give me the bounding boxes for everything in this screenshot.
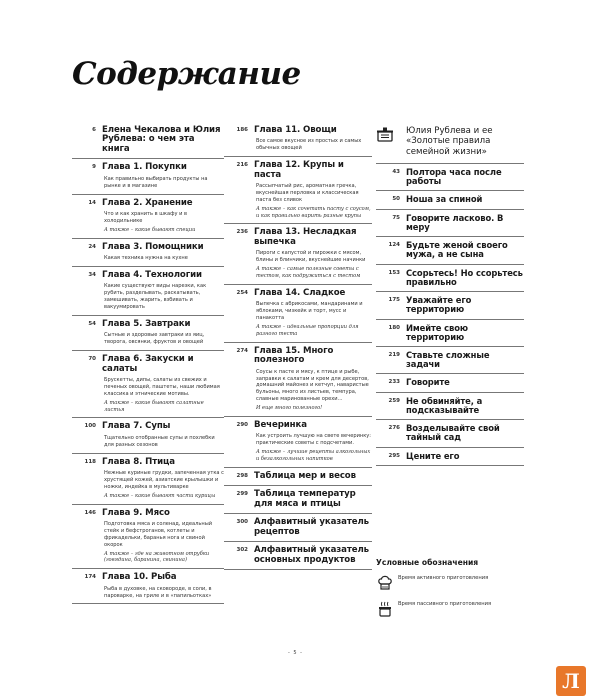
rules-list bbox=[376, 168, 524, 466]
toc-entry bbox=[376, 168, 524, 186]
toc-entry bbox=[376, 378, 524, 387]
page-ref: 233 bbox=[388, 379, 400, 386]
entry-description: Брускетты, дипы, салаты из свежих и печеных овощей, паштеты, наши любимая классика и этнические мотивы. bbox=[104, 377, 220, 397]
entry-heading: Глава 10. Рыба bbox=[102, 572, 177, 583]
entry-description: Соусы к пасте и мясу, к птице и рыбе, заправки к салатам и крем для десертов, домашний майонез и кетчуп, наваристые бульоны, много из листьев, темпура, славные маринованные орехи... bbox=[256, 368, 369, 403]
entry-description: Какая техника нужна на кухне bbox=[104, 255, 188, 262]
page-ref: 299 bbox=[236, 491, 248, 498]
page-ref: 175 bbox=[388, 297, 400, 304]
toc-entry bbox=[376, 351, 524, 369]
divider bbox=[72, 453, 224, 454]
divider bbox=[224, 485, 372, 486]
page-ref: 186 bbox=[236, 127, 248, 133]
divider bbox=[224, 223, 372, 224]
entry-heading: Цените его bbox=[406, 450, 460, 461]
divider bbox=[224, 156, 372, 157]
page-ref: 180 bbox=[388, 324, 400, 331]
toc-entry bbox=[224, 518, 372, 537]
toc-entry bbox=[72, 243, 224, 262]
entry-heading: Глава 1. Покупки bbox=[102, 162, 187, 173]
divider bbox=[72, 504, 224, 505]
page-ref: 75 bbox=[392, 214, 400, 221]
toc-entry bbox=[72, 509, 224, 565]
toc-entry bbox=[224, 490, 372, 509]
divider bbox=[376, 392, 524, 393]
toc-entry bbox=[376, 269, 524, 287]
entry-heading: Глава 3. Помощники bbox=[102, 241, 204, 252]
toc-column-2 bbox=[224, 126, 372, 574]
page-ref: 24 bbox=[88, 243, 96, 250]
divider bbox=[376, 447, 524, 448]
page-ref: 216 bbox=[236, 162, 248, 169]
entry-heading: Таблица температур для мяса и птицы bbox=[254, 489, 356, 509]
entry-heading: Алфавитный указатель рецептов bbox=[254, 517, 369, 537]
entry-heading: Глава 5. Завтраки bbox=[102, 318, 191, 329]
entry-note: А также – какие бывают специи bbox=[104, 226, 196, 233]
entry-description: Пироги с капустой и пирожки с мясом, блины и блинчики, вкуснейшие начинки bbox=[256, 250, 366, 264]
page-ref: 34 bbox=[88, 271, 96, 278]
toc-entry bbox=[224, 161, 372, 219]
page-ref: 174 bbox=[84, 574, 96, 581]
toc-entry bbox=[224, 126, 372, 152]
entry-note: А также – какие бывают салатные листья bbox=[104, 399, 204, 413]
legend-item-active bbox=[376, 575, 526, 593]
entry-description: Как правильно выбирать продукты на рынке и в магазине bbox=[104, 175, 208, 189]
divider bbox=[224, 416, 372, 417]
toc-entry bbox=[72, 163, 224, 189]
page-ref: 259 bbox=[388, 397, 400, 404]
toc-entry bbox=[72, 320, 224, 346]
toc-entry bbox=[72, 422, 224, 448]
entry-heading: Глава 9. Мясо bbox=[102, 507, 170, 518]
entry-description: Выпечка с абрикосами, мандаринами и яблоками, чизкейк и торт, мусс и панакотта bbox=[256, 301, 363, 322]
entry-description: Рассыпчатый рис, ароматная гречка, вкуснейшая перловка и классическая паста без сливок bbox=[256, 183, 359, 203]
entry-description: Рыба в духовке, на сковороде, в соли, в пароварке, на гриле и в «папильотках» bbox=[104, 585, 212, 599]
toc-entry bbox=[376, 296, 524, 314]
page-ref: 298 bbox=[236, 472, 248, 479]
divider bbox=[376, 209, 524, 210]
toc-entry bbox=[72, 199, 224, 234]
entry-heading: Не обвиняйте, а подсказывайте bbox=[406, 395, 483, 415]
toc-entry bbox=[376, 324, 524, 342]
toc-entry bbox=[224, 289, 372, 338]
chef-hat-icon bbox=[378, 575, 392, 591]
entry-heading: Уважайте его территорию bbox=[406, 295, 472, 315]
divider bbox=[376, 264, 524, 265]
legend-item-passive bbox=[376, 601, 526, 619]
author-title: Юлия Рублева и ее «Золотые правила семейной жизни» bbox=[406, 126, 493, 157]
divider bbox=[72, 568, 224, 569]
page-ref: 300 bbox=[236, 519, 248, 526]
divider bbox=[72, 315, 224, 316]
entry-heading: Глава 2. Хранение bbox=[102, 197, 193, 208]
entry-heading: Глава 8. Птица bbox=[102, 456, 175, 467]
entry-note: И еще много полезного! bbox=[256, 405, 323, 411]
page-ref: 276 bbox=[388, 425, 400, 432]
author-section-header bbox=[376, 126, 524, 157]
divider bbox=[376, 291, 524, 292]
entry-description: Что и как хранить в шкафу и в холодильнике bbox=[104, 211, 188, 224]
entry-heading: Ставьте сложные задачи bbox=[406, 349, 490, 370]
toc-entry bbox=[376, 195, 524, 204]
page-ref: 9 bbox=[92, 164, 96, 171]
page-ref: 124 bbox=[388, 242, 400, 249]
divider bbox=[376, 373, 524, 374]
page-ref: 100 bbox=[84, 423, 96, 430]
legend bbox=[376, 558, 526, 627]
toc-entry bbox=[224, 228, 372, 279]
entry-heading: Таблица мер и весов bbox=[254, 470, 356, 481]
entry-description: Все самое вкусное из простых и самых обычных овощей bbox=[256, 138, 362, 152]
divider bbox=[72, 603, 224, 604]
divider bbox=[376, 419, 524, 420]
divider bbox=[224, 284, 372, 285]
entry-note: А также – лучшие рецепты алкогольных и безалкогольных напитков bbox=[256, 449, 371, 462]
entry-heading: Ноша за спиной bbox=[406, 194, 483, 205]
divider bbox=[224, 513, 372, 514]
divider bbox=[224, 342, 372, 343]
toc-entry bbox=[224, 472, 372, 481]
entry-description: Как устроить лучшую на свете вечеринку: практические советы с подсчетами. bbox=[256, 433, 372, 447]
page-ref: 118 bbox=[84, 458, 96, 465]
entry-heading: Глава 11. Овощи bbox=[254, 125, 337, 135]
toc-entry bbox=[376, 214, 524, 232]
entry-heading: Глава 12. Крупы и паста bbox=[254, 160, 344, 180]
divider bbox=[376, 465, 524, 466]
page-ref: 54 bbox=[88, 320, 96, 327]
entry-heading: Полтора часа после работы bbox=[406, 166, 502, 187]
publisher-logo bbox=[556, 666, 586, 696]
entry-heading: Говорите ласково. В меру bbox=[406, 212, 504, 232]
page-ref: 219 bbox=[388, 351, 400, 358]
page-ref: 153 bbox=[388, 269, 400, 276]
page-ref: 43 bbox=[392, 168, 400, 175]
divider bbox=[72, 266, 224, 267]
pot-icon bbox=[378, 601, 392, 617]
entry-heading: Ссорьтесь! Но ссорьтесь правильно bbox=[406, 267, 523, 287]
page-number: - 5 - bbox=[288, 650, 303, 656]
page-ref: 14 bbox=[88, 199, 96, 206]
entry-note: А также – идеальные пропорции для разного теста bbox=[256, 323, 359, 337]
page-ref: 6 bbox=[92, 127, 96, 133]
toc-entry bbox=[376, 397, 524, 415]
divider bbox=[224, 467, 372, 468]
divider bbox=[376, 190, 524, 191]
page-ref: 295 bbox=[388, 452, 400, 459]
toc-entry bbox=[72, 126, 224, 154]
toc-entry bbox=[376, 424, 524, 442]
entry-heading: Глава 14. Сладкое bbox=[254, 287, 346, 298]
entry-note: А также – как сочетать пасту с соусом, и как правильно варить разные крупы bbox=[256, 205, 371, 219]
divider bbox=[376, 319, 524, 320]
entry-note: А также – самые полезные советы с тестом, как подружиться с тестом bbox=[256, 266, 361, 280]
legend-text: Время активного приготовления bbox=[398, 575, 489, 581]
entry-heading: Вечеринка bbox=[254, 419, 307, 430]
page-ref: 236 bbox=[236, 229, 248, 236]
toc-entry bbox=[72, 271, 224, 311]
entry-description: Какие существуют виды нарезки, как рубить, разделывать, раскатывать, замешивать, жарить, взбивать и вакуумировать bbox=[104, 283, 207, 311]
divider bbox=[72, 194, 224, 195]
page-ref: 146 bbox=[84, 509, 96, 516]
divider bbox=[72, 350, 224, 351]
entry-heading: Глава 15. Много полезного bbox=[254, 345, 334, 366]
divider bbox=[376, 346, 524, 347]
entry-heading: Елена Чекалова и Юлия Рублева: о чем эта книга bbox=[102, 125, 221, 154]
toc-entry bbox=[224, 347, 372, 412]
entry-description: Нежные куриные грудки, запеченная утка с хрустящей кожей, азиатские крылышки и ножки, индейка в мультиварке bbox=[104, 470, 224, 490]
toc-column-1 bbox=[72, 126, 224, 608]
entry-heading: Глава 7. Супы bbox=[102, 421, 171, 432]
divider bbox=[72, 417, 224, 418]
toc-column-3 bbox=[376, 126, 524, 470]
entry-description: Подготовка мяса и соленад, идеальный стейк и бефстроганов, котлеты и фрикадельки, баранья нога и свиной окорок bbox=[104, 521, 213, 548]
divider bbox=[224, 541, 372, 542]
logo-letter: Л bbox=[562, 669, 580, 693]
entry-heading: Алфавитный указатель основных продуктов bbox=[254, 545, 369, 565]
toc-entry bbox=[224, 421, 372, 463]
divider bbox=[72, 158, 224, 159]
page-title: Содержание bbox=[72, 56, 301, 92]
legend-text: Время пассивного приготовления bbox=[398, 601, 492, 607]
page-ref: 274 bbox=[236, 347, 248, 354]
entry-note: А также – какие бывают части курицы bbox=[104, 492, 216, 499]
entry-description: Тщательно отобранные супы и похлебки для разных сезонов bbox=[104, 434, 215, 448]
entry-note: А также – где на животном отрубки (говядина, баранина, свинина) bbox=[104, 550, 210, 564]
page-ref: 70 bbox=[88, 356, 96, 363]
legend-title: Условные обозначения bbox=[376, 558, 479, 567]
entry-heading: Глава 13. Несладкая выпечка bbox=[254, 227, 357, 247]
divider bbox=[224, 569, 372, 570]
toc-entry bbox=[224, 546, 372, 565]
entry-description: Сытные и здоровые завтраки из яиц, творога, овсянки, фруктов и овощей bbox=[104, 332, 205, 346]
entry-heading: Глава 6. Закуски и салаты bbox=[102, 354, 194, 374]
divider bbox=[376, 163, 524, 164]
toc-entry bbox=[376, 241, 524, 259]
toc-entry bbox=[72, 355, 224, 413]
page-ref: 254 bbox=[236, 289, 248, 296]
entry-heading: Глава 4. Технологии bbox=[102, 269, 202, 280]
entry-heading: Возделывайте свой тайный сад bbox=[406, 423, 500, 443]
toc-entry bbox=[72, 458, 224, 500]
entry-heading: Говорите bbox=[406, 377, 450, 388]
toc-entry bbox=[72, 573, 224, 599]
divider bbox=[72, 238, 224, 239]
page-ref: 50 bbox=[392, 196, 400, 203]
divider bbox=[376, 236, 524, 237]
toc-entry bbox=[376, 452, 524, 461]
entry-heading: Будьте женой своего мужа, а не сына bbox=[406, 240, 508, 260]
entry-heading: Имейте свою территорию bbox=[406, 322, 468, 342]
page-ref: 302 bbox=[236, 547, 248, 554]
page-ref: 290 bbox=[236, 421, 248, 428]
cooking-pot-icon bbox=[376, 126, 394, 142]
